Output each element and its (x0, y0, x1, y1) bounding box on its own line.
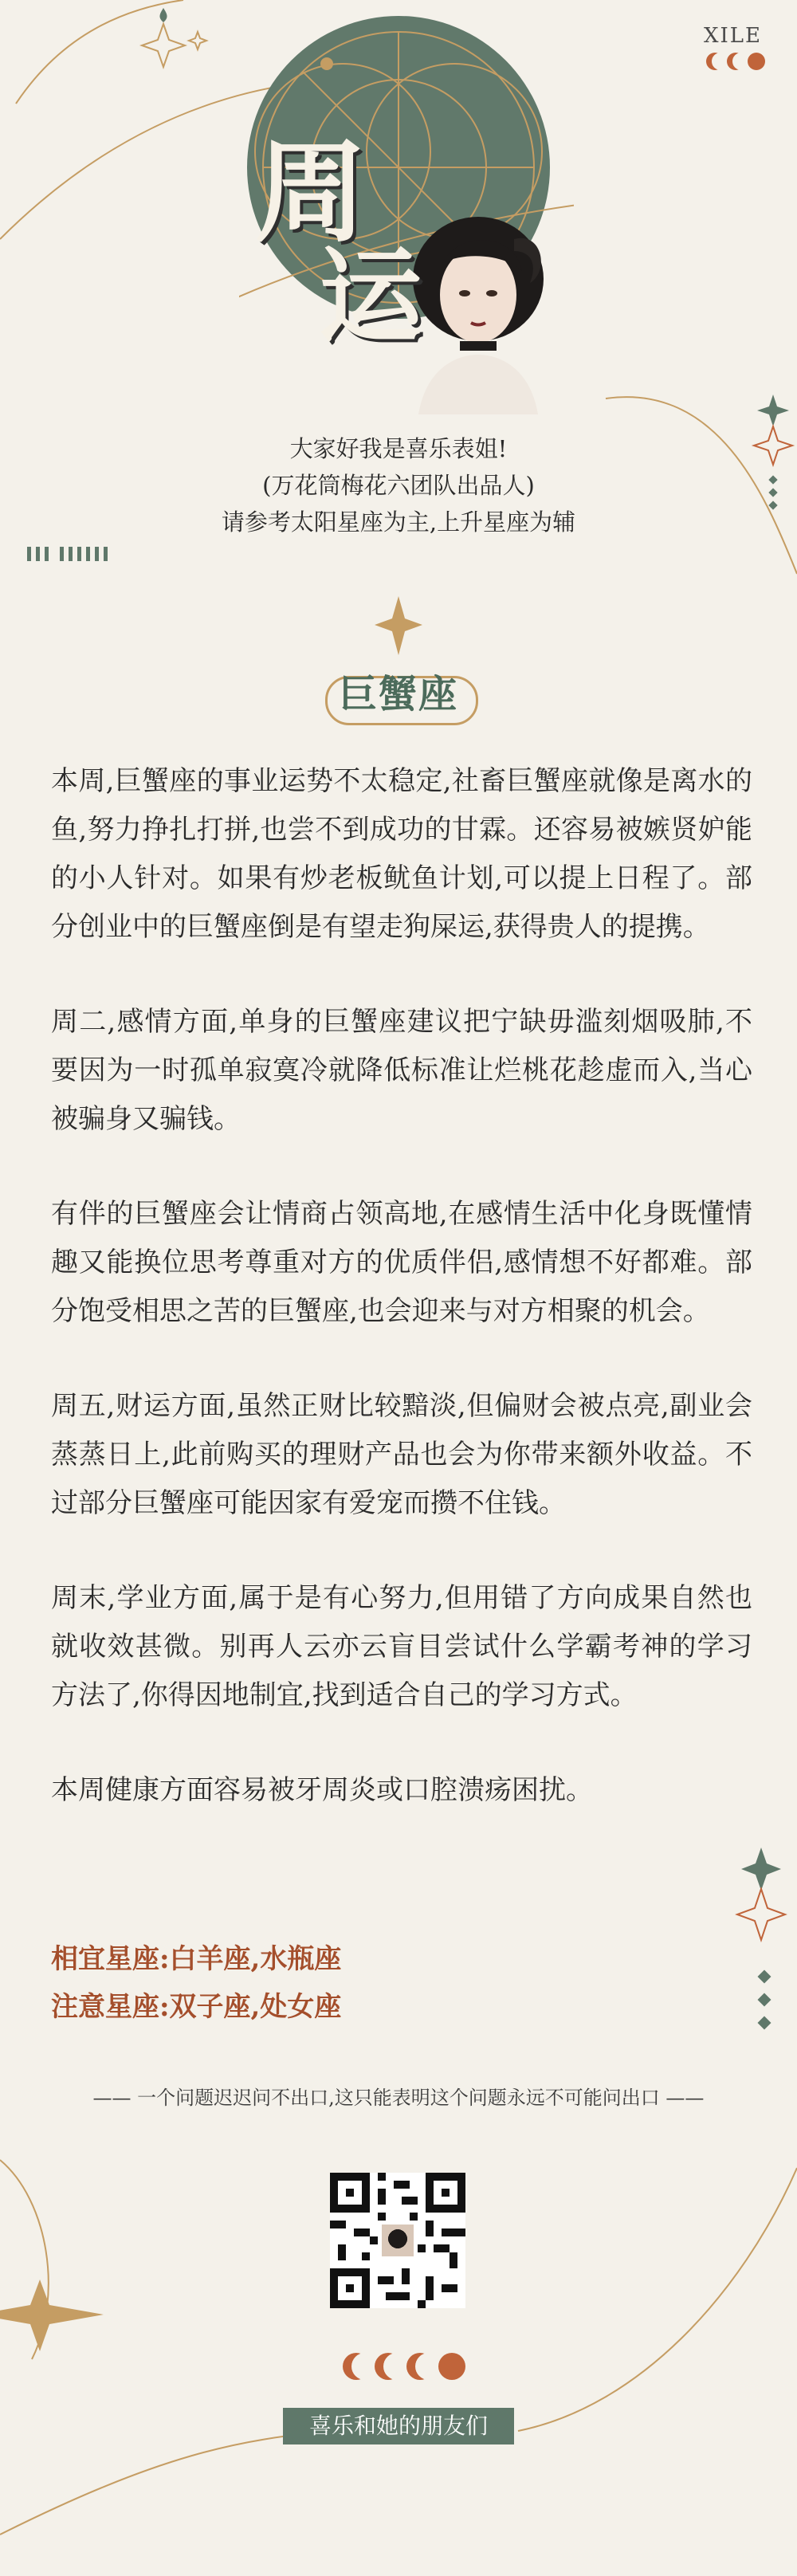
paragraph-love-couple: 有伴的巨蟹座会让情商占领高地,在感情生活中化身既懂情趣又能换位思考尊重对方的优质伴侣,感情想不好都难。部分饱受相思之苦的巨蟹座,也会迎来与对方相聚的机会。 (51, 1198, 752, 1327)
intro-text (0, 430, 797, 540)
hero-illustration (239, 16, 574, 414)
compatible-signs: 相宜星座:白羊座,水瓶座 (51, 1943, 342, 1975)
sign-title (0, 663, 797, 718)
sparkle-icon (0, 2280, 104, 2351)
intro-line-1: 大家好我是喜乐表姐! (289, 435, 508, 462)
title-char-zhou: 周 (255, 128, 367, 258)
intro-line-3: 请参考太阳星座为主,上升星座为辅 (221, 509, 576, 536)
paragraph-love-single: 周二,感情方面,单身的巨蟹座建议把宁缺毋滥刻烟吸肺,不要因为一时孤单寂寞冷就降低标准让烂桃花趁虚而入,当心被骗身又骗钱。 (51, 1006, 752, 1135)
paragraph-wealth: 周五,财运方面,虽然正财比较黯淡,但偏财会被点亮,副业会蒸蒸日上,此前购买的理财产品也会为你带来额外收益。不过部分巨蟹座可能因家有爱宠而攒不住钱。 (51, 1390, 752, 1519)
sparkle-icon (142, 24, 206, 67)
moon-phase-icon (343, 2353, 465, 2380)
paragraph-health: 本周健康方面容易被牙周炎或口腔溃疡困扰。 (51, 1774, 593, 1806)
lucky-signs (51, 1935, 341, 2031)
brand-label: XILE (703, 24, 762, 48)
sparkle-icon (375, 596, 422, 655)
diamond-icon (758, 1970, 771, 2030)
portrait-illustration (402, 207, 554, 414)
footer-label: 喜乐和她的朋友们 (283, 2408, 514, 2444)
sparkle-icon (737, 1889, 785, 1940)
quote-line: —— 一个问题迟迟问不出口,这只能表明这个问题永远不可能问出口 —— (92, 2087, 705, 2109)
paragraph-study: 周末,学业方面,属于是有心努力,但用错了方向成果自然也就收效甚微。别再人云亦云盲目尝试什么学霸考神的学习方法了,你得因地制宜,找到适合自己的学习方式。 (51, 1582, 752, 1711)
decorative-bars (27, 547, 108, 561)
qr-code[interactable] (330, 2173, 465, 2308)
horoscope-body (51, 757, 752, 1861)
intro-line-2: (万花筒梅花六团队出品人) (262, 472, 535, 499)
title-char-yun: 运 (319, 235, 423, 357)
paragraph-career: 本周,巨蟹座的事业运势不太稳定,社畜巨蟹座就像是离水的鱼,努力挣扎打拼,也尝不到成功的甘霖。还容易被嫉贤妒能的小人针对。如果有炒老板鱿鱼计划,可以提上日程了。部分创业中的巨蟹座倒是有望走狗屎运,获得贵人的提携。 (51, 765, 752, 943)
caution-signs: 注意星座:双子座,处女座 (51, 1991, 342, 2023)
moon-phase-icon (706, 53, 765, 70)
sign-name: 巨蟹座 (338, 672, 458, 717)
